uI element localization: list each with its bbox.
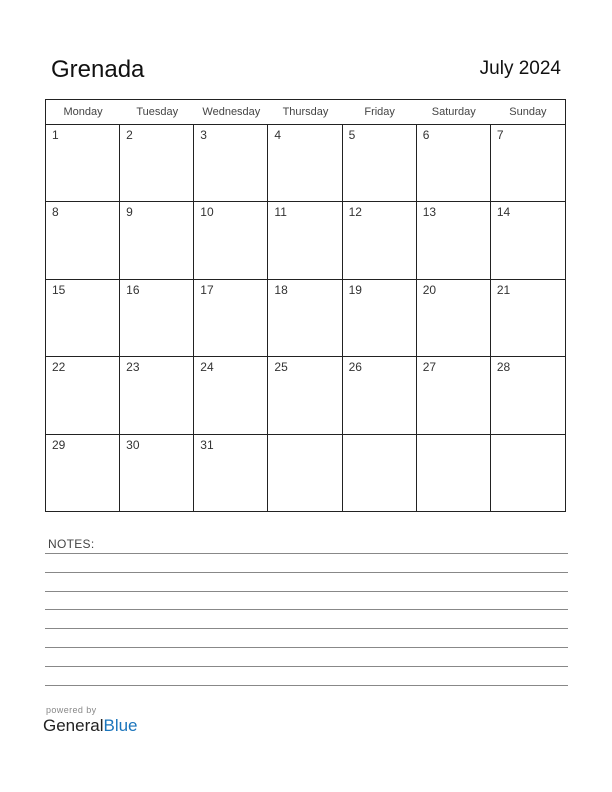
day-number: 23: [126, 360, 140, 375]
day-cell: [343, 357, 417, 434]
day-number: 24: [200, 360, 214, 375]
day-cell: [417, 202, 491, 279]
day-cell: [194, 435, 268, 512]
day-number: 4: [274, 128, 282, 142]
day-number: 18: [274, 282, 288, 297]
day-cell: [46, 357, 120, 434]
day-cell: [343, 202, 417, 279]
powered-by-text: powered by: [46, 705, 97, 715]
weekday-header-row: [46, 100, 565, 125]
note-line: [45, 553, 568, 554]
day-cell: [120, 357, 194, 434]
note-line: [45, 628, 568, 629]
day-cell: [343, 125, 417, 202]
day-grid: [46, 125, 565, 512]
day-cell: [417, 435, 491, 512]
note-line: [45, 591, 568, 592]
day-cell: [268, 280, 342, 357]
day-cell: [343, 280, 417, 357]
weekday-tuesday: Tuesday: [136, 106, 179, 118]
calendar-grid: [45, 99, 566, 512]
day-number: 22: [52, 360, 66, 375]
day-number: 27: [422, 360, 437, 375]
day-cell: [46, 280, 120, 357]
weekday-wednesday: Wednesday: [202, 106, 261, 118]
day-cell: [417, 280, 491, 357]
day-cell: [194, 280, 268, 357]
day-cell: [194, 357, 268, 434]
day-number: 30: [126, 437, 140, 452]
generalblue-logo: [43, 716, 138, 736]
day-number: 19: [348, 282, 362, 297]
day-cell: [343, 435, 417, 512]
day-cell: [491, 125, 565, 202]
day-number: 2: [126, 128, 133, 142]
day-cell: [268, 125, 342, 202]
note-line: [45, 666, 568, 667]
day-number: 31: [200, 437, 214, 452]
day-number: 26: [348, 360, 362, 375]
day-number: 6: [422, 128, 430, 142]
day-number: 16: [126, 282, 140, 297]
day-number: 20: [422, 282, 437, 297]
day-number: 25: [274, 360, 288, 375]
day-number: 13: [422, 205, 437, 220]
day-cell: [120, 435, 194, 512]
day-cell: [268, 357, 342, 434]
day-number: 9: [126, 205, 133, 220]
weekday-saturday: Saturday: [431, 106, 476, 118]
day-cell: [491, 435, 565, 512]
day-number: 10: [200, 205, 214, 220]
day-cell: [120, 280, 194, 357]
weekday-monday: Monday: [63, 106, 103, 118]
day-number: 15: [52, 282, 66, 297]
day-number: 3: [200, 128, 207, 142]
day-number: 1: [52, 128, 59, 142]
note-line: [45, 647, 568, 648]
day-number: 12: [348, 205, 362, 220]
day-number: 28: [496, 360, 511, 375]
day-number: 11: [274, 205, 287, 220]
brand-general: General: [43, 716, 104, 735]
day-number: 17: [200, 282, 214, 297]
day-number: 7: [496, 128, 504, 142]
day-cell: [268, 435, 342, 512]
day-cell: [194, 202, 268, 279]
day-cell: [417, 357, 491, 434]
calendar-country-title: Grenada: [51, 56, 145, 83]
day-number: 8: [52, 205, 59, 220]
day-number: 14: [496, 205, 511, 220]
day-cell: [417, 125, 491, 202]
day-cell: [46, 125, 120, 202]
day-cell: [491, 202, 565, 279]
day-number: 29: [52, 437, 66, 452]
day-number: 21: [496, 282, 511, 297]
weekday-sunday: Sunday: [509, 106, 547, 118]
day-cell: [491, 280, 565, 357]
day-cell: [46, 202, 120, 279]
weekday-thursday: Thursday: [282, 106, 329, 118]
day-number: 5: [348, 128, 356, 142]
day-cell: [120, 202, 194, 279]
note-line: [45, 572, 568, 573]
note-line: [45, 685, 568, 686]
day-cell: [120, 125, 194, 202]
brand-blue: Blue: [103, 716, 138, 735]
day-cell: [194, 125, 268, 202]
day-cell: [491, 357, 565, 434]
calendar-month-title: July 2024: [479, 58, 561, 79]
notes-label: NOTES:: [48, 537, 95, 551]
weekday-friday: Friday: [364, 106, 395, 118]
day-cell: [46, 435, 120, 512]
day-cell: [268, 202, 342, 279]
note-line: [45, 609, 568, 610]
